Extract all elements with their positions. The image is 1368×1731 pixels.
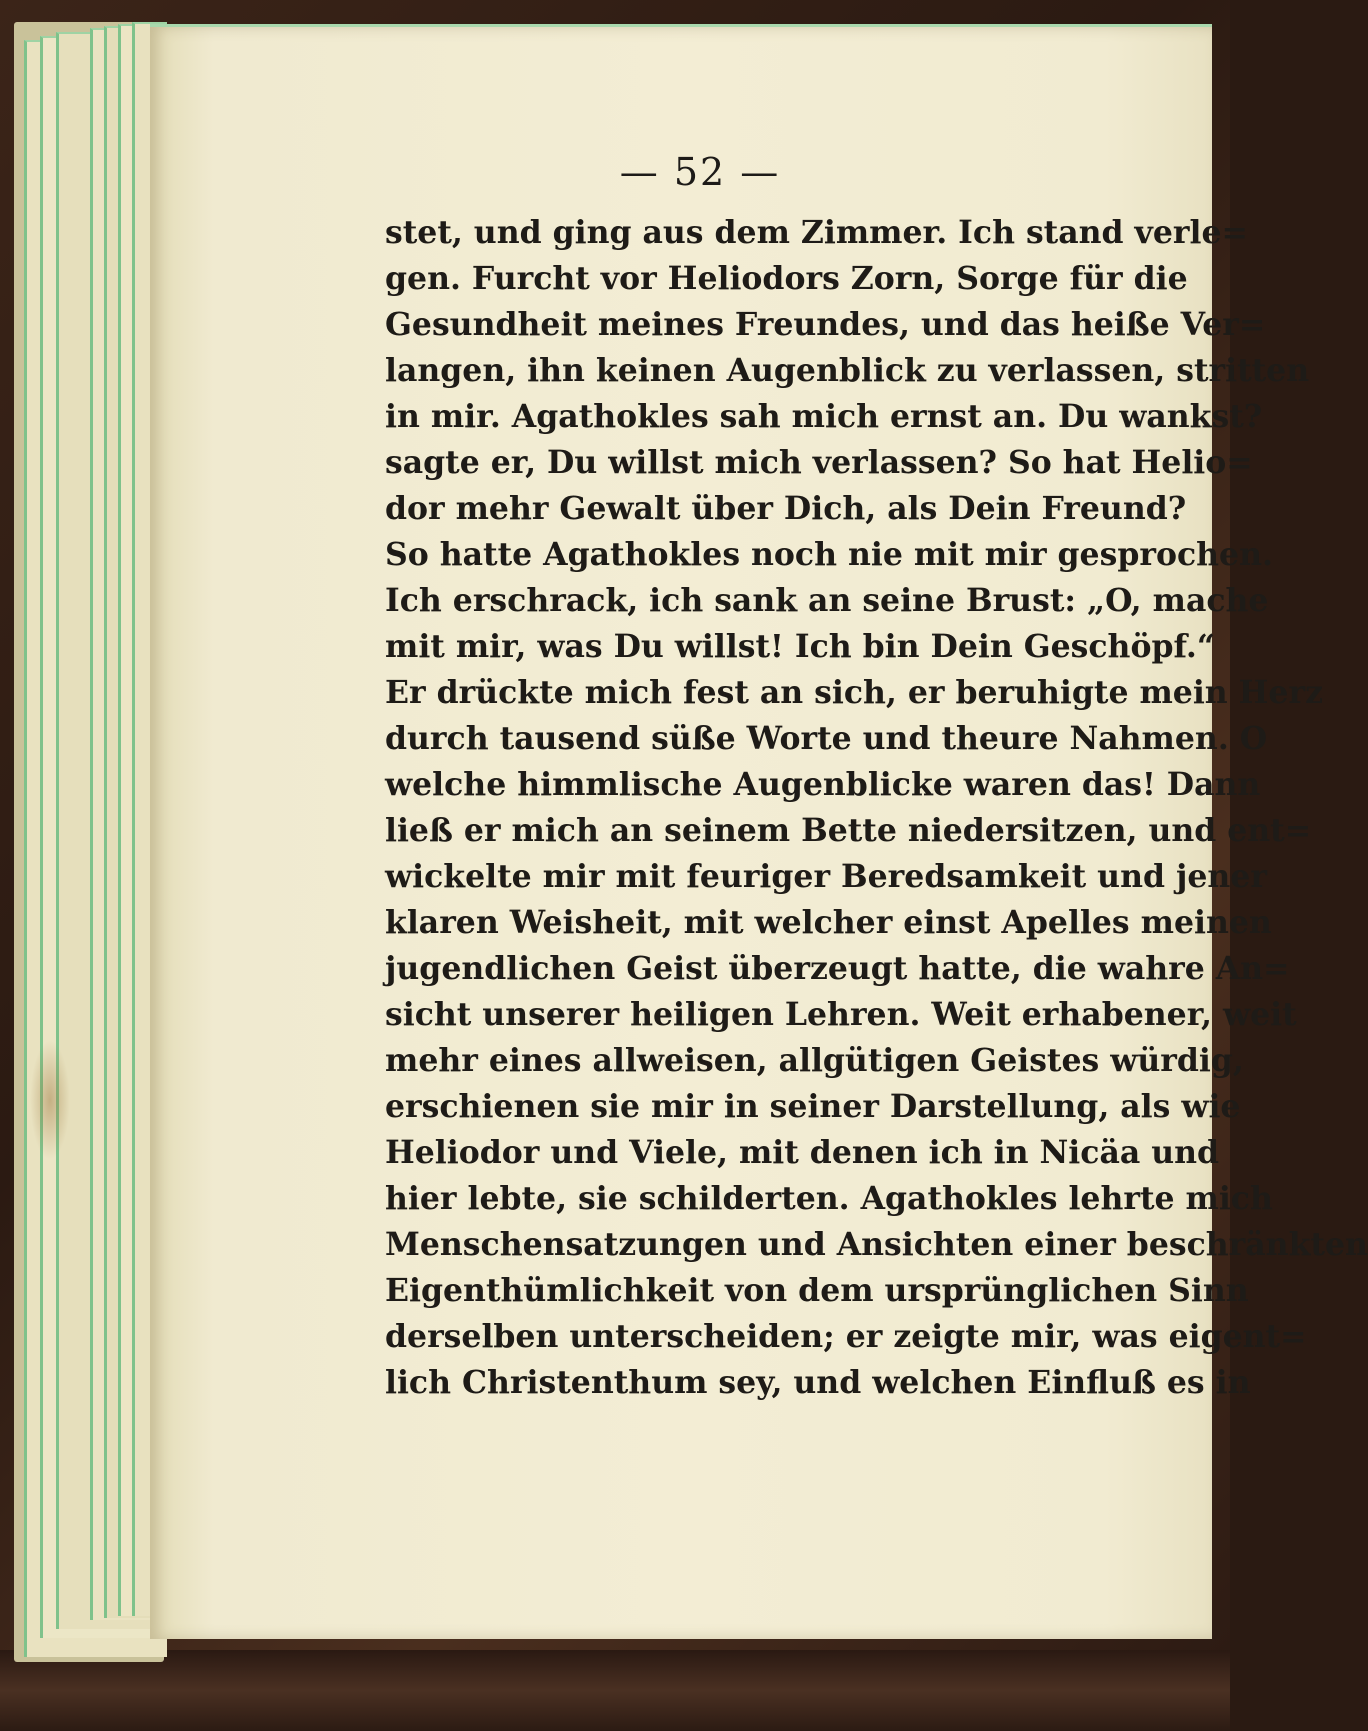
- text-line: langen, ihn keinen Augenblick zu verlassen, stritten: [385, 352, 1310, 389]
- text-line: Gesundheit meines Freundes, und das heiße Ver=: [385, 306, 1266, 343]
- text-line: So hatte Agathokles noch nie mit mir gesprochen.: [385, 536, 1273, 573]
- text-line: erschienen sie mir in seiner Darstellung, als wie: [385, 1088, 1241, 1125]
- text-line: in mir. Agathokles sah mich ernst an. Du wankst?: [385, 398, 1263, 435]
- text-line: klaren Weisheit, mit welcher einst Apelles meinen: [385, 904, 1272, 941]
- text-line: sicht unserer heiligen Lehren. Weit erhabener, weit: [385, 996, 1297, 1033]
- text-line: Er drückte mich fest an sich, er beruhigte mein Herz: [385, 674, 1323, 711]
- text-line: gen. Furcht vor Heliodors Zorn, Sorge für die: [385, 260, 1188, 297]
- text-line: sagte er, Du willst mich verlassen? So hat Helio=: [385, 444, 1253, 481]
- text-line: stet, und ging aus dem Zimmer. Ich stand verle=: [385, 214, 1248, 251]
- text-line: Menschensatzungen und Ansichten einer beschränkten: [385, 1226, 1368, 1263]
- paper-stain: [30, 1040, 70, 1160]
- text-line: lich Christenthum sey, und welchen Einfluß es in: [385, 1364, 1251, 1401]
- text-line: durch tausend süße Worte und theure Nahmen. O: [385, 720, 1268, 757]
- text-line: wickelte mir mit feuriger Beredsamkeit und jener: [385, 858, 1267, 895]
- text-line: Eigenthümlichkeit von dem ursprünglichen Sinn: [385, 1272, 1249, 1309]
- text-line: welche himmlische Augenblicke waren das! Dann: [385, 766, 1261, 803]
- page-body-text: [385, 210, 1368, 1406]
- cover-bottom-edge: [0, 1650, 1230, 1731]
- text-line: Ich erschrack, ich sank an seine Brust: „O, mache: [385, 582, 1269, 619]
- text-line: dor mehr Gewalt über Dich, als Dein Freund?: [385, 490, 1187, 527]
- text-line: jugendlichen Geist überzeugt hatte, die wahre An=: [385, 950, 1290, 987]
- text-line: mit mir, was Du willst! Ich bin Dein Geschöpf.“: [385, 628, 1215, 665]
- text-line: derselben unterscheiden; er zeigte mir, was eigent=: [385, 1318, 1307, 1355]
- page-number-header: — 52 —: [619, 150, 781, 194]
- text-line: Heliodor und Viele, mit denen ich in Nicäa und: [385, 1134, 1220, 1171]
- text-line: ließ er mich an seinem Bette niedersitzen, und ent=: [385, 812, 1312, 849]
- text-line: hier lebte, sie schilderten. Agathokles lehrte mich: [385, 1180, 1273, 1217]
- text-line: mehr eines allweisen, allgütigen Geistes würdig,: [385, 1042, 1244, 1079]
